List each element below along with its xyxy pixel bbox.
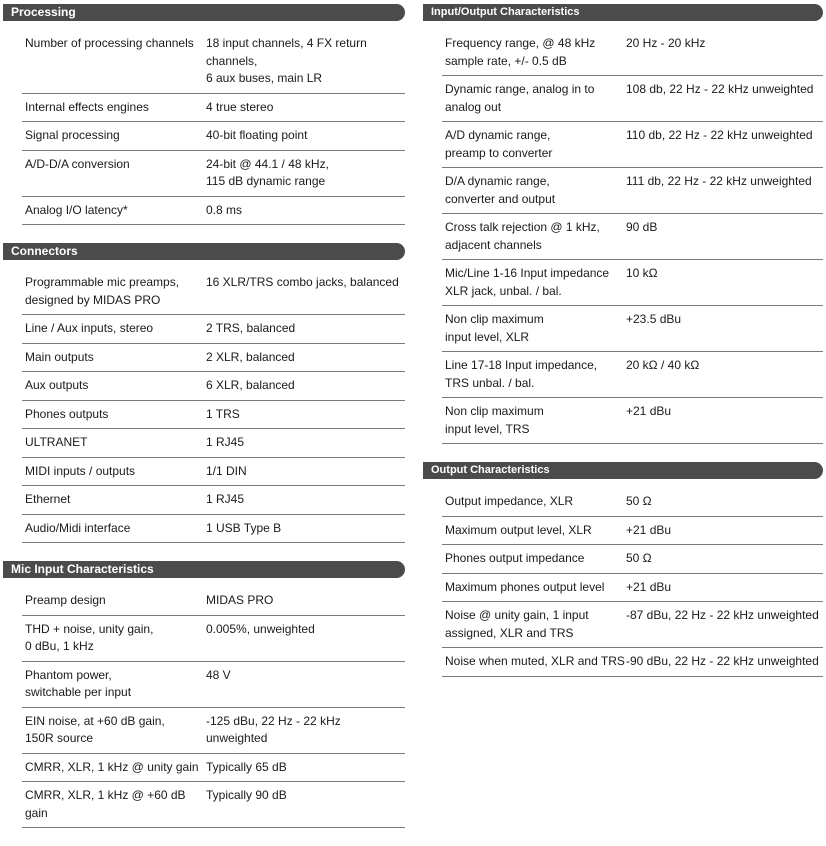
spec-value: MIDAS PRO	[206, 593, 274, 607]
spec-row	[442, 76, 823, 122]
spec-value: 50 Ω	[626, 551, 652, 565]
spec-label: Analog I/O latency*	[25, 202, 128, 217]
section-processing	[3, 4, 405, 225]
spec-value: +21 dBu	[626, 579, 672, 594]
spec-label: A/D-D/A conversion	[25, 156, 130, 171]
spec-row	[22, 269, 405, 315]
spec-label: Programmable mic preamps, designed by MIDAS PRO	[25, 275, 180, 307]
spec-value: 110 db, 22 Hz - 22 kHz unweighted	[626, 128, 813, 142]
section-output-characteristics	[423, 462, 823, 677]
spec-row	[22, 429, 405, 458]
spec-row	[442, 602, 823, 648]
spec-value: 10 kΩ	[626, 266, 658, 280]
spec-value: 50 Ω	[626, 494, 652, 508]
section-io-characteristics	[423, 4, 823, 444]
spec-label: Noise when muted, XLR and TRS	[445, 654, 625, 668]
spec-value: 16 XLR/TRS combo jacks, balanced	[206, 275, 399, 289]
spec-label: Phones output impedance	[445, 551, 585, 565]
spec-value: +23.5 dBu	[626, 312, 682, 326]
spec-value: 0.8 ms	[206, 202, 243, 217]
section-header: Input/Output Characteristics	[423, 4, 823, 21]
spec-label: Non clip maximum input level, TRS	[445, 404, 544, 436]
spec-row	[22, 372, 405, 401]
spec-row	[442, 306, 823, 352]
spec-label: Phones outputs	[25, 406, 109, 421]
spec-row	[442, 574, 823, 603]
section-header: Mic Input Characteristics	[3, 561, 405, 578]
spec-row	[22, 151, 405, 197]
spec-label: EIN noise, at +60 dB gain, 150R source	[25, 713, 165, 745]
spec-value: 4 true stereo	[206, 99, 274, 114]
spec-row	[442, 545, 823, 574]
spec-row	[22, 197, 405, 226]
right-column	[423, 4, 823, 695]
spec-row	[442, 648, 823, 677]
spec-label: Ethernet	[25, 492, 71, 506]
spec-value: 108 db, 22 Hz - 22 kHz unweighted	[626, 82, 814, 96]
spec-label: MIDI inputs / outputs	[25, 463, 136, 478]
spec-row	[22, 30, 405, 94]
spec-label: Main outputs	[25, 349, 94, 364]
spec-value: 111 db, 22 Hz - 22 kHz unweighted	[626, 174, 812, 188]
spec-row	[442, 488, 823, 517]
spec-value: -125 dBu, 22 Hz - 22 kHz unweighted	[206, 713, 341, 745]
spec-row	[442, 214, 823, 260]
spec-row	[22, 315, 405, 344]
spec-value: 18 input channels, 4 FX return channels, 6 aux buses, main LR	[206, 36, 367, 85]
spec-row	[22, 708, 405, 754]
section-header: Connectors	[3, 243, 405, 260]
spec-row	[22, 486, 405, 515]
spec-row	[22, 616, 405, 662]
spec-label: Line 17-18 Input impedance, TRS unbal. / bal.	[445, 358, 598, 390]
section-mic-input	[3, 561, 405, 828]
spec-value: 20 kΩ / 40 kΩ	[626, 358, 700, 372]
spec-row	[442, 30, 823, 76]
spec-row	[442, 517, 823, 546]
spec-value: 2 TRS, balanced	[206, 321, 296, 335]
spec-label: CMRR, XLR, 1 kHz @ unity gain	[25, 759, 199, 774]
spec-label: Line / Aux inputs, stereo	[25, 321, 154, 335]
spec-value: 1 USB Type B	[206, 520, 282, 535]
spec-row	[22, 458, 405, 487]
spec-label: Internal effects engines	[25, 99, 149, 114]
spec-value: 20 Hz - 20 kHz	[626, 36, 706, 50]
spec-value: 1 TRS	[206, 406, 240, 421]
left-column	[3, 4, 405, 846]
spec-row	[22, 344, 405, 373]
spec-value: 0.005%, unweighted	[206, 621, 315, 636]
spec-value: 90 dB	[626, 220, 658, 234]
section-header: Output Characteristics	[423, 462, 823, 479]
spec-label: Mic/Line 1-16 Input impedance XLR jack, unbal. / bal.	[445, 266, 610, 298]
spec-label: D/A dynamic range, converter and output	[445, 174, 556, 206]
spec-value: 1 RJ45	[206, 435, 245, 449]
spec-label: CMRR, XLR, 1 kHz @ +60 dB gain	[25, 788, 186, 820]
spec-label: Signal processing	[25, 128, 120, 142]
spec-value: 48 V	[206, 667, 231, 682]
spec-row	[22, 782, 405, 828]
spec-label: Cross talk rejection @ 1 kHz, adjacent channels	[445, 220, 600, 252]
spec-row	[22, 94, 405, 123]
spec-row	[22, 754, 405, 783]
spec-row	[442, 122, 823, 168]
spec-value: 24-bit @ 44.1 / 48 kHz, 115 dB dynamic range	[206, 156, 329, 188]
spec-row	[442, 260, 823, 306]
spec-label: Aux outputs	[25, 378, 89, 392]
spec-label: ULTRANET	[25, 435, 88, 449]
spec-value: -87 dBu, 22 Hz - 22 kHz unweighted	[626, 608, 819, 622]
spec-value: Typically 90 dB	[206, 788, 287, 802]
spec-label: A/D dynamic range, preamp to converter	[445, 128, 553, 160]
spec-label: Audio/Midi interface	[25, 520, 131, 535]
spec-row	[22, 587, 405, 616]
spec-value: 2 XLR, balanced	[206, 349, 295, 364]
spec-value: 1/1 DIN	[206, 463, 247, 478]
spec-value: 40-bit floating point	[206, 128, 308, 142]
spec-row	[442, 168, 823, 214]
spec-label: Noise @ unity gain, 1 input assigned, XLR and TRS	[445, 608, 589, 640]
spec-value: 6 XLR, balanced	[206, 378, 295, 392]
spec-label: Non clip maximum input level, XLR	[445, 312, 544, 344]
spec-row	[442, 398, 823, 444]
spec-value: 1 RJ45	[206, 492, 245, 506]
section-connectors	[3, 243, 405, 543]
spec-row	[22, 401, 405, 430]
spec-value: +21 dBu	[626, 522, 672, 537]
spec-label: Number of processing channels	[25, 36, 194, 50]
spec-label: THD + noise, unity gain, 0 dBu, 1 kHz	[25, 621, 154, 653]
spec-row	[442, 352, 823, 398]
spec-label: Maximum phones output level	[445, 579, 605, 594]
spec-label: Preamp design	[25, 593, 106, 607]
section-header: Processing	[3, 4, 405, 21]
spec-row	[22, 515, 405, 544]
spec-label: Frequency range, @ 48 kHz sample rate, +/- 0.5 dB	[445, 36, 596, 68]
spec-value: Typically 65 dB	[206, 759, 287, 774]
spec-value: -90 dBu, 22 Hz - 22 kHz unweighted	[626, 654, 819, 668]
spec-row	[22, 122, 405, 151]
spec-label: Output impedance, XLR	[445, 494, 574, 508]
spec-label: Dynamic range, analog in to analog out	[445, 82, 595, 114]
spec-label: Maximum output level, XLR	[445, 522, 592, 537]
spec-value: +21 dBu	[626, 404, 672, 418]
spec-row	[22, 662, 405, 708]
spec-label: Phantom power, switchable per input	[25, 667, 132, 699]
